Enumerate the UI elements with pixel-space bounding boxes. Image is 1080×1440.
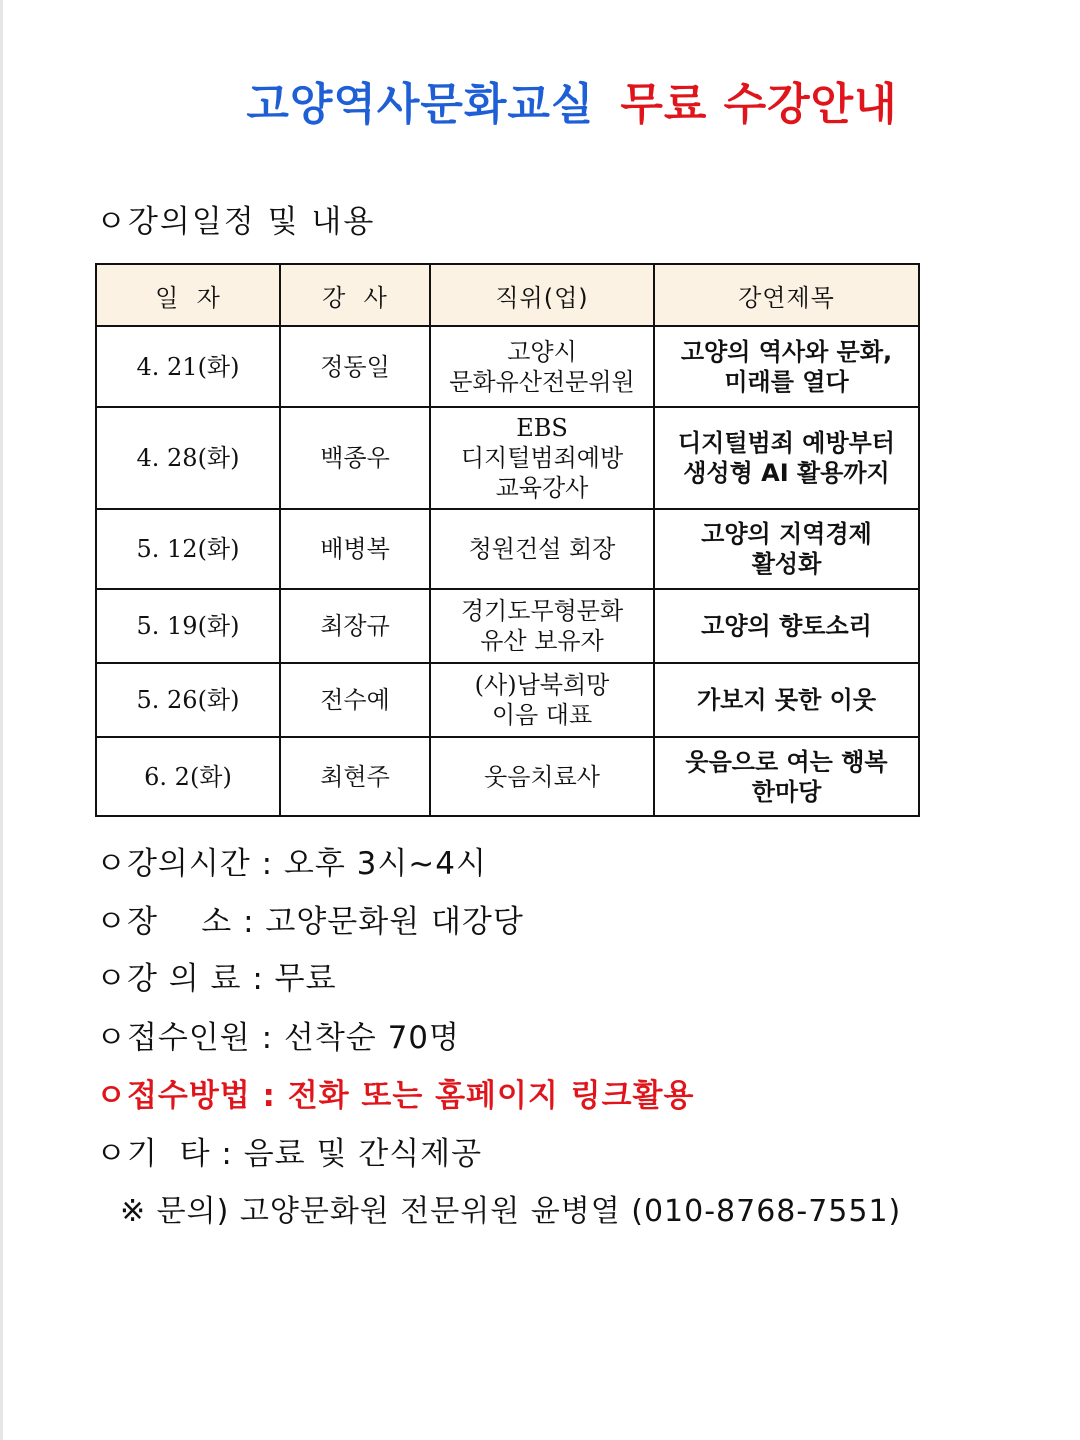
- cell-position: 청원건설 회장: [430, 509, 654, 589]
- cell-date: 5. 12(화): [96, 509, 280, 589]
- table-row: [96, 663, 919, 737]
- page-edge: [0, 0, 3, 1440]
- header-lecturer: 강 사: [280, 264, 430, 326]
- schedule-table: [95, 263, 920, 817]
- info-method: ㅇ접수방법 : 전화 또는 홈페이지 링크활용: [96, 1078, 695, 1114]
- cell-lecturer: 배병복: [280, 509, 430, 589]
- cell-topic: 웃음으로 여는 행복 한마당: [654, 737, 919, 816]
- info-place: ㅇ장 소 : 고양문화원 대강당: [96, 904, 524, 940]
- cell-position: (사)남북희망 이음 대표: [430, 663, 654, 737]
- table-row: [96, 589, 919, 663]
- cell-lecturer: 최장규: [280, 589, 430, 663]
- table-row: [96, 509, 919, 589]
- cell-date: 5. 19(화): [96, 589, 280, 663]
- table-row: [96, 326, 919, 407]
- cell-topic: 고양의 향토소리: [654, 589, 919, 663]
- table-row: [96, 407, 919, 509]
- table-header-row: [96, 264, 919, 326]
- info-time: ㅇ강의시간 : 오후 3시~4시: [96, 846, 487, 882]
- cell-lecturer: 정동일: [280, 326, 430, 407]
- cell-topic: 가보지 못한 이웃: [654, 663, 919, 737]
- title-main: 고양역사문화교실: [246, 79, 595, 130]
- page-title: [0, 68, 1080, 132]
- cell-lecturer: 백종우: [280, 407, 430, 509]
- title-highlight: 무료 수강안내: [620, 79, 898, 130]
- info-capacity: ㅇ접수인원 : 선착순 70명: [96, 1020, 460, 1056]
- section-heading: ㅇ강의일정 및 내용: [96, 204, 376, 240]
- info-fee: ㅇ강 의 료 : 무료: [96, 961, 337, 997]
- cell-position: 고양시 문화유산전문위원: [430, 326, 654, 407]
- cell-topic: 디지털범죄 예방부터 생성형 AI 활용까지: [654, 407, 919, 509]
- header-position: 직위(업): [430, 264, 654, 326]
- cell-date: 6. 2(화): [96, 737, 280, 816]
- cell-date: 4. 21(화): [96, 326, 280, 407]
- cell-topic: 고양의 역사와 문화, 미래를 열다: [654, 326, 919, 407]
- cell-position: EBS 디지털범죄예방 교육강사: [430, 407, 654, 509]
- info-etc: ㅇ기 타 : 음료 및 간식제공: [96, 1136, 483, 1172]
- cell-date: 5. 26(화): [96, 663, 280, 737]
- cell-lecturer: 최현주: [280, 737, 430, 816]
- table-row: [96, 737, 919, 816]
- cell-position: 경기도무형문화 유산 보유자: [430, 589, 654, 663]
- cell-position: 웃음치료사: [430, 737, 654, 816]
- header-date: 일 자: [96, 264, 280, 326]
- contact-note: ※ 문의) 고양문화원 전문위원 윤병열 (010-8768-7551): [120, 1194, 902, 1229]
- cell-topic: 고양의 지역경제 활성화: [654, 509, 919, 589]
- header-topic: 강연제목: [654, 264, 919, 326]
- cell-lecturer: 전수예: [280, 663, 430, 737]
- cell-date: 4. 28(화): [96, 407, 280, 509]
